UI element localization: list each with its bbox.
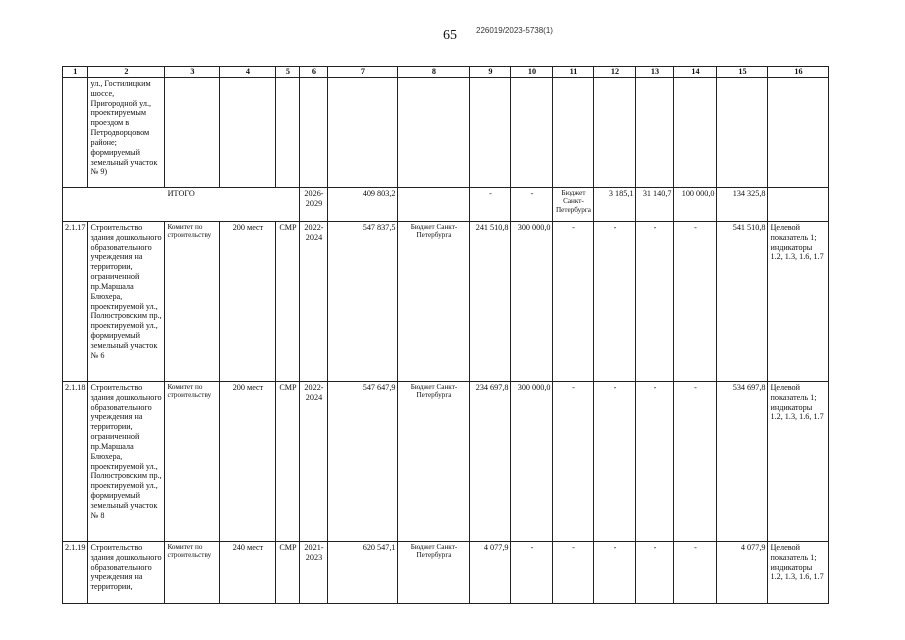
column-number: 5 xyxy=(276,67,300,78)
total-row xyxy=(63,187,829,221)
indicator: Целевой показатель 1; индикаторы 1.2, 1.3, 1.6, 1.7 xyxy=(768,541,829,603)
value-c12: - xyxy=(594,541,636,603)
customer: Комитет по строительству xyxy=(165,541,220,603)
capacity: 240 мест xyxy=(220,541,276,603)
page-number: 65 xyxy=(443,28,457,43)
value-c10: 300 000,0 xyxy=(511,381,553,541)
capacity: 200 мест xyxy=(220,381,276,541)
value-c11: - xyxy=(553,221,594,381)
column-number: 8 xyxy=(398,67,470,78)
estimated-cost: 620 547,1 xyxy=(328,541,398,603)
value-c11: - xyxy=(553,541,594,603)
funding-source: Бюджет Санкт-Петербурга xyxy=(398,381,470,541)
column-number: 16 xyxy=(768,67,829,78)
total-label: ИТОГО xyxy=(63,187,300,221)
total-years: 2026-2029 xyxy=(300,187,328,221)
total-c14: 100 000,0 xyxy=(674,187,717,221)
object-name: ул., Гостилицким шоссе, Пригородной ул., проектируемым проездом в Петродворцовом районе; формируемый земельный участок № 9) xyxy=(88,77,165,187)
estimated-cost: 547 647,9 xyxy=(328,381,398,541)
value-c10: 300 000,0 xyxy=(511,221,553,381)
capacity: 200 мест xyxy=(220,221,276,381)
work-type: СМР xyxy=(276,541,300,603)
column-number: 12 xyxy=(594,67,636,78)
total-c13: 31 140,7 xyxy=(636,187,674,221)
row-number: 2.1.18 xyxy=(63,381,88,541)
value-c9: 4 077,9 xyxy=(470,541,511,603)
row-number: 2.1.19 xyxy=(63,541,88,603)
value-c15: 4 077,9 xyxy=(717,541,768,603)
value-c15: 541 510,8 xyxy=(717,221,768,381)
years: 2021-2023 xyxy=(300,541,328,603)
value-c13: - xyxy=(636,381,674,541)
object-name: Строительство здания дошкольного образовательного учреждения на территории, ограниченной пр.Маршала Блюхера, проектируемой ул., Полюстровским пр., проектируемой ул., формируемый земельный участок № 6 xyxy=(88,221,165,381)
column-number: 2 xyxy=(88,67,165,78)
indicator: Целевой показатель 1; индикаторы 1.2, 1.3, 1.6, 1.7 xyxy=(768,381,829,541)
column-number: 3 xyxy=(165,67,220,78)
estimated-cost: 547 837,5 xyxy=(328,221,398,381)
value-c15: 534 697,8 xyxy=(717,381,768,541)
value-c13: - xyxy=(636,541,674,603)
value-c14: - xyxy=(674,541,717,603)
column-number: 4 xyxy=(220,67,276,78)
funding-source: Бюджет Санкт-Петербурга xyxy=(398,541,470,603)
work-type: СМР xyxy=(276,381,300,541)
table-row xyxy=(63,221,829,381)
total-c9: - xyxy=(470,187,511,221)
object-name: Строительство здания дошкольного образовательного учреждения на территории, xyxy=(88,541,165,603)
value-c10: - xyxy=(511,541,553,603)
value-c14: - xyxy=(674,381,717,541)
value-c9: 241 510,8 xyxy=(470,221,511,381)
value-c12: - xyxy=(594,221,636,381)
continuation-row xyxy=(63,77,829,187)
column-number-row xyxy=(63,67,829,78)
total-source: Бюджет Санкт-Петербурга xyxy=(553,187,594,221)
total-c10: - xyxy=(511,187,553,221)
funding-source: Бюджет Санкт-Петербурга xyxy=(398,221,470,381)
total-c15: 134 325,8 xyxy=(717,187,768,221)
column-number: 1 xyxy=(63,67,88,78)
program-table xyxy=(62,66,829,604)
years: 2022-2024 xyxy=(300,221,328,381)
value-c13: - xyxy=(636,221,674,381)
customer: Комитет по строительству xyxy=(165,381,220,541)
column-number: 13 xyxy=(636,67,674,78)
total-c12: 3 185,1 xyxy=(594,187,636,221)
column-number: 9 xyxy=(470,67,511,78)
column-number: 6 xyxy=(300,67,328,78)
indicator: Целевой показатель 1; индикаторы 1.2, 1.3, 1.6, 1.7 xyxy=(768,221,829,381)
column-number: 10 xyxy=(511,67,553,78)
value-c12: - xyxy=(594,381,636,541)
document-stamp: 226019/2023-5738(1) xyxy=(476,26,553,35)
total-cost: 409 803,2 xyxy=(328,187,398,221)
table-row xyxy=(63,381,829,541)
customer: Комитет по строительству xyxy=(165,221,220,381)
value-c14: - xyxy=(674,221,717,381)
years: 2022-2024 xyxy=(300,381,328,541)
column-number: 11 xyxy=(553,67,594,78)
object-name: Строительство здания дошкольного образовательного учреждения на территории, ограниченной пр.Маршала Блюхера, проектируемой ул., Полюстровским пр., проектируемой ул., формируемый земельный участок № 8 xyxy=(88,381,165,541)
work-type: СМР xyxy=(276,221,300,381)
value-c11: - xyxy=(553,381,594,541)
column-number: 14 xyxy=(674,67,717,78)
column-number: 7 xyxy=(328,67,398,78)
row-number: 2.1.17 xyxy=(63,221,88,381)
table-row xyxy=(63,541,829,603)
value-c9: 234 697,8 xyxy=(470,381,511,541)
column-number: 15 xyxy=(717,67,768,78)
